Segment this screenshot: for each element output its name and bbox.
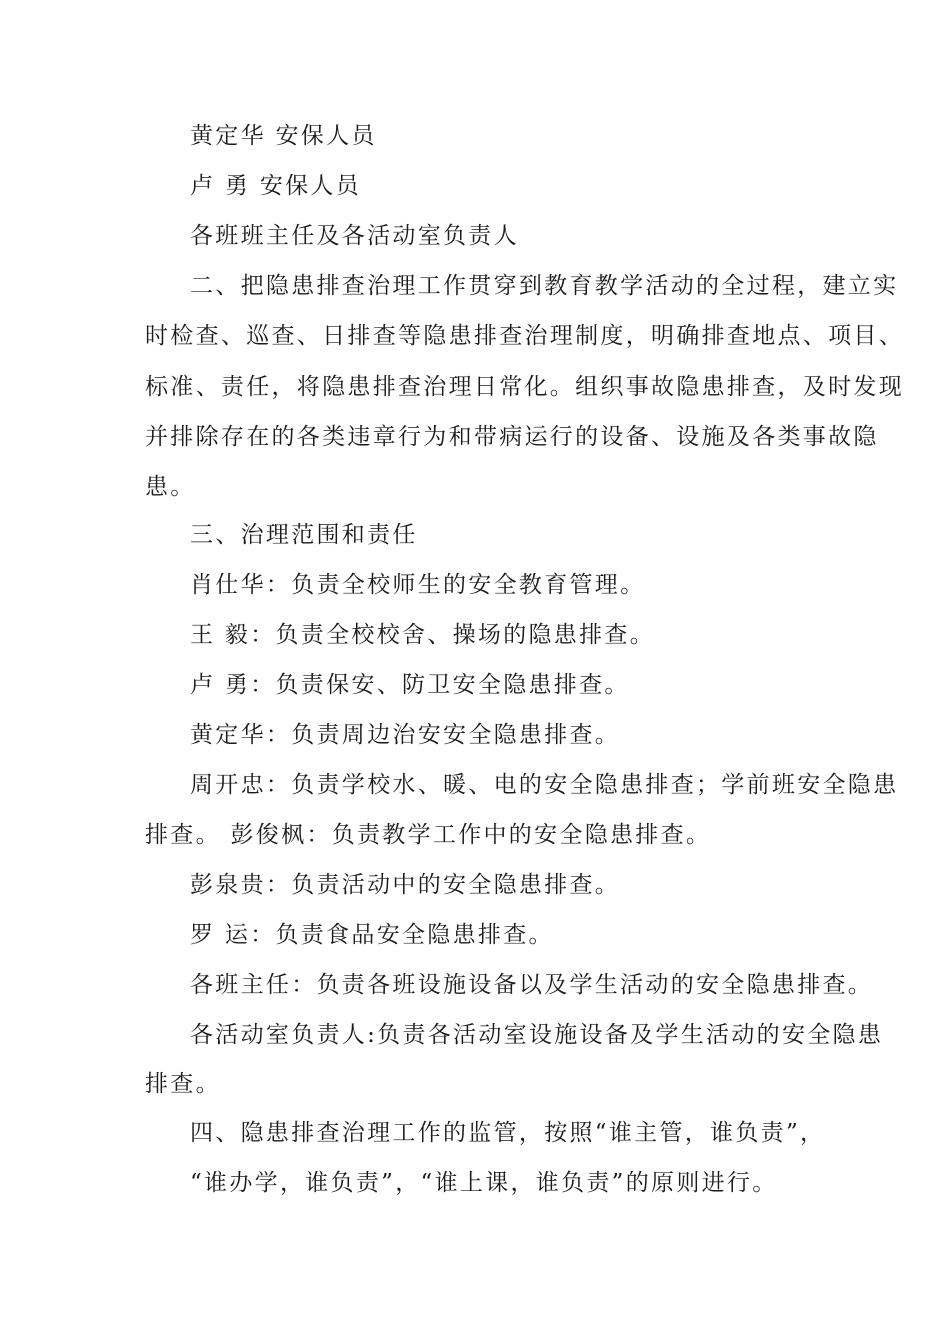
section-four-line-2: “谁办学，谁负责”，“谁上课，谁负责”的原则进行。 [190, 1170, 778, 1196]
duty-line-zhou-kaizhong: 周开忠：负责学校水、暖、电的安全隐患排查；学前班安全隐患 [190, 772, 899, 798]
staff-line-lu-yong: 卢 勇 安保人员 [190, 173, 362, 199]
duty-line-activity-rooms-2: 排查。 [145, 1071, 221, 1097]
section-two-line-2: 时检查、巡查、日排查等隐患排查治理制度，明确排查地点、项目、 [145, 323, 904, 349]
duty-line-xiao-shihua: 肖仕华：负责全校师生的安全教育管理。 [190, 572, 646, 598]
duty-line-peng-quangui: 彭泉贵：负责活动中的安全隐患排查。 [190, 872, 621, 898]
duty-line-luo-yun: 罗 运：负责食品安全隐患排查。 [190, 922, 554, 948]
duty-line-huang-dinghua: 黄定华：负责周边治安安全隐患排查。 [190, 722, 621, 748]
staff-line-huang-dinghua: 黄定华 安保人员 [190, 123, 377, 149]
section-two-line-3: 标准、责任，将隐患排查治理日常化。组织事故隐患排查，及时发现 [145, 374, 904, 400]
section-four-line-1: 四、隐患排查治理工作的监管，按照“谁主管，谁负责”， [190, 1120, 826, 1146]
duty-line-class-teachers: 各班主任：负责各班设施设备以及学生活动的安全隐患排查。 [190, 972, 874, 998]
section-two-line-5: 患。 [145, 474, 196, 500]
duty-line-activity-rooms-1: 各活动室负责人:负责各活动室设施设备及学生活动的安全隐患 [190, 1022, 884, 1048]
staff-line-class-teachers: 各班班主任及各活动室负责人 [190, 223, 519, 249]
section-two-line-1: 二、把隐患排查治理工作贯穿到教育教学活动的全过程，建立实 [190, 273, 899, 299]
duty-line-peng-junfeng: 排查。 彭俊枫：负责教学工作中的安全隐患排查。 [145, 822, 712, 848]
section-two-line-4: 并排除存在的各类违章行为和带病运行的设备、设施及各类事故隐 [145, 424, 879, 450]
duty-line-lu-yong: 卢 勇：负责保安、防卫安全隐患排查。 [190, 672, 630, 698]
section-three-heading: 三、治理范围和责任 [190, 522, 418, 548]
duty-line-wang-yi: 王 毅：负责全校校舍、操场的隐患排查。 [190, 622, 656, 648]
